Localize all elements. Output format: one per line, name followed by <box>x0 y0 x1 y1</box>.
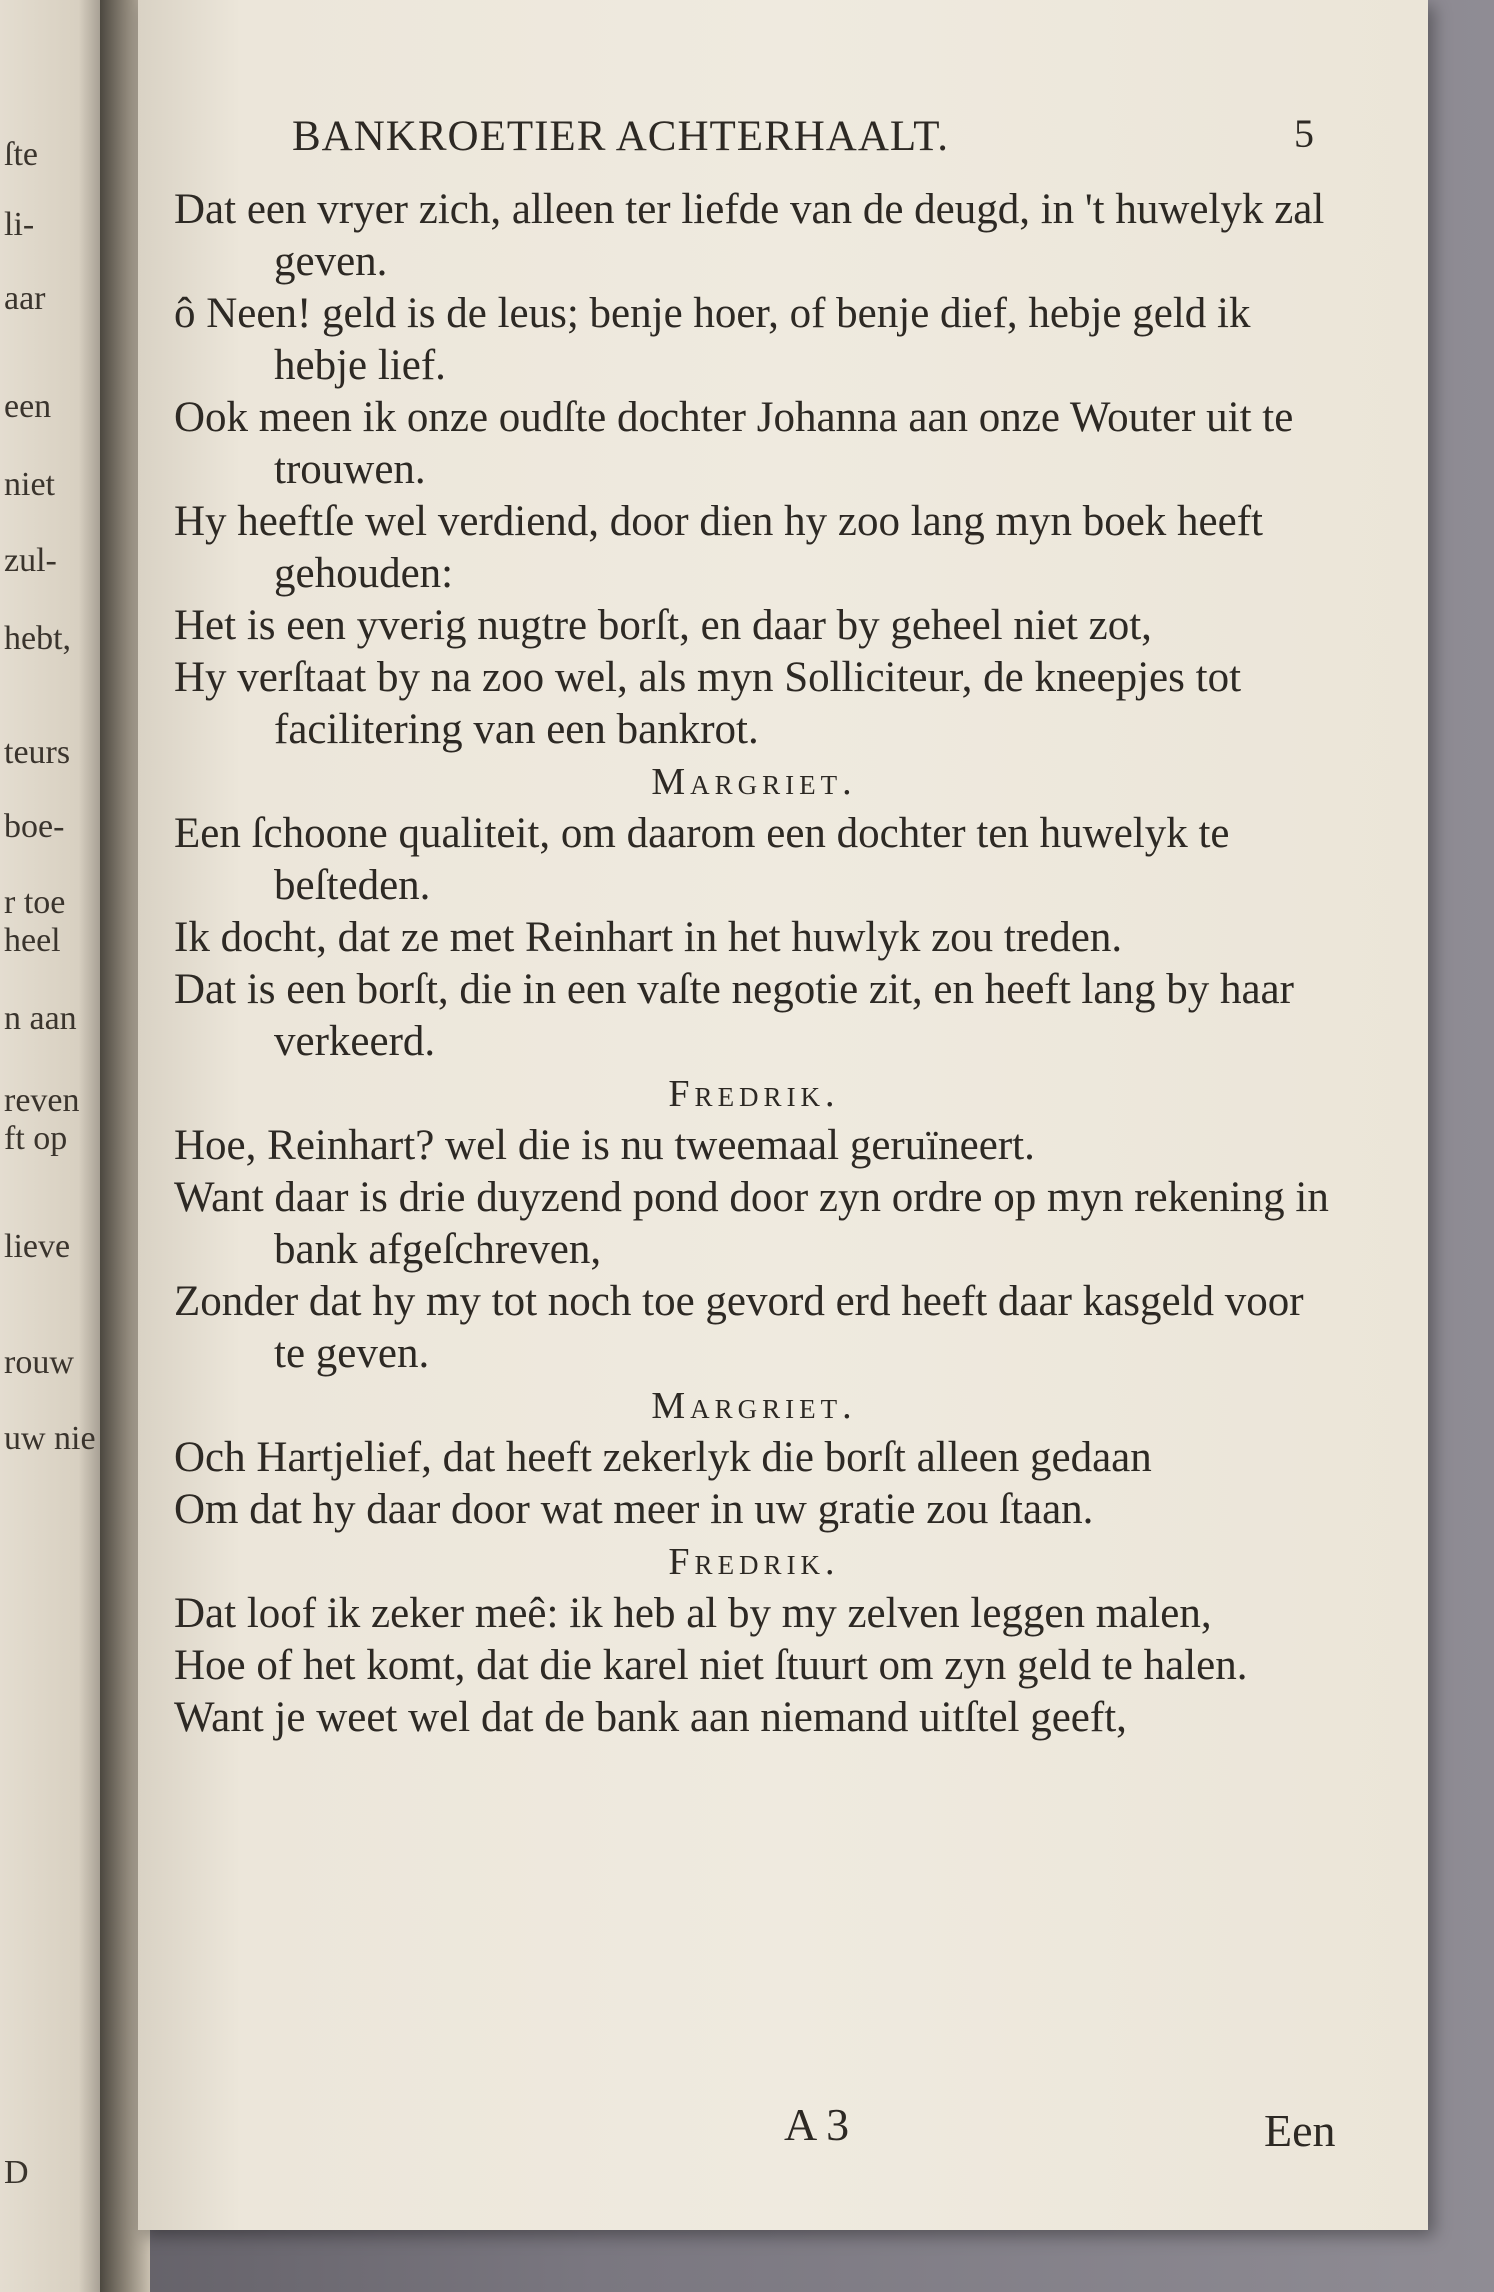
verse-line: Hy heeftſe wel verdiend, door dien hy zoo lang myn boek heeft gehouden: <box>174 498 1263 597</box>
left-fragment: rouw <box>4 1344 74 1381</box>
left-fragment: ft op <box>4 1120 68 1157</box>
left-fragment: li- <box>4 206 35 243</box>
speaker-name: Fredrik. <box>668 1073 840 1115</box>
left-fragment: niet <box>4 466 55 503</box>
page-number: 5 <box>1294 111 1314 156</box>
verse-line: Want daar is drie duyzend pond door zyn ordre op myn rekening in bank afgeſchreven, <box>174 1174 1329 1273</box>
left-fragment: een <box>4 388 52 425</box>
signature-mark: A 3 <box>784 2099 850 2150</box>
verse-line: Ook meen ik onze oudſte dochter Johanna aan onze Wouter uit te trouwen. <box>174 394 1294 493</box>
left-fragment: r toe <box>4 884 66 921</box>
left-fragment: boe- <box>4 808 65 845</box>
verse-line: Een ſchoone qualiteit, om daarom een dochter ten huwelyk te beſteden. <box>174 810 1230 909</box>
running-head: BANKROETIER ACHTERHAALT. <box>292 113 950 160</box>
speaker-name: Margriet. <box>651 1385 857 1427</box>
left-fragment: D <box>4 2154 29 2191</box>
left-fragment: lieve <box>4 1228 71 1265</box>
verse-line: Hoe, Reinhart? wel die is nu tweemaal geruïneert. <box>174 1122 1035 1169</box>
verse-line: Dat loof ik zeker meê: ik heb al by my zelven leggen malen, <box>174 1590 1212 1637</box>
left-fragment: reven <box>4 1082 80 1119</box>
left-fragment: teurs <box>4 734 71 771</box>
dialogue-text <box>174 184 1334 1744</box>
verse-line: Ik docht, dat ze met Reinhart in het huwlyk zou treden. <box>174 914 1123 961</box>
verse-line: Hoe of het komt, dat die karel niet ſtuurt om zyn geld te halen. <box>174 1642 1248 1689</box>
verse-line: Dat een vryer zich, alleen ter liefde van de deugd, in 't huwelyk zal geven. <box>174 186 1325 285</box>
left-fragment: hebt, <box>4 620 72 657</box>
verse-line: Want je weet wel dat de bank aan niemand uitſtel geeft, <box>174 1694 1127 1741</box>
left-fragment: heel <box>4 922 61 959</box>
verse-line: Och Hartjelief, dat heeft zekerlyk die borſt alleen gedaan <box>174 1434 1152 1481</box>
verse-line: Zonder dat hy my tot noch toe gevord erd heeft daar kasgeld voor te geven. <box>174 1278 1304 1377</box>
left-fragment: ſte <box>4 136 38 173</box>
verse-line: Dat is een borſt, die in een vaſte negotie zit, en heeft lang by haar verkeerd. <box>174 966 1294 1065</box>
verse-line: Het is een yverig nugtre borſt, en daar by geheel niet zot, <box>174 602 1152 649</box>
verse-line: Om dat hy daar door wat meer in uw gratie zou ſtaan. <box>174 1486 1094 1533</box>
left-fragment: n aan <box>4 1000 77 1037</box>
speaker-name: Fredrik. <box>668 1541 840 1583</box>
left-fragment: zul- <box>4 542 57 579</box>
speaker-name: Margriet. <box>651 761 857 803</box>
verse-line: Hy verſtaat by na zoo wel, als myn Solliciteur, de kneepjes tot facilitering van een bankrot. <box>174 654 1242 753</box>
verse-line: ô Neen! geld is de leus; benje hoer, of benje dief, hebje geld ik hebje lief. <box>174 290 1251 389</box>
catchword: Een <box>1264 2105 1336 2156</box>
left-fragment: aar <box>4 280 46 317</box>
book-page <box>138 0 1428 2230</box>
left-fragment: uw nie <box>4 1420 96 1457</box>
left-page-edge <box>0 0 112 2292</box>
